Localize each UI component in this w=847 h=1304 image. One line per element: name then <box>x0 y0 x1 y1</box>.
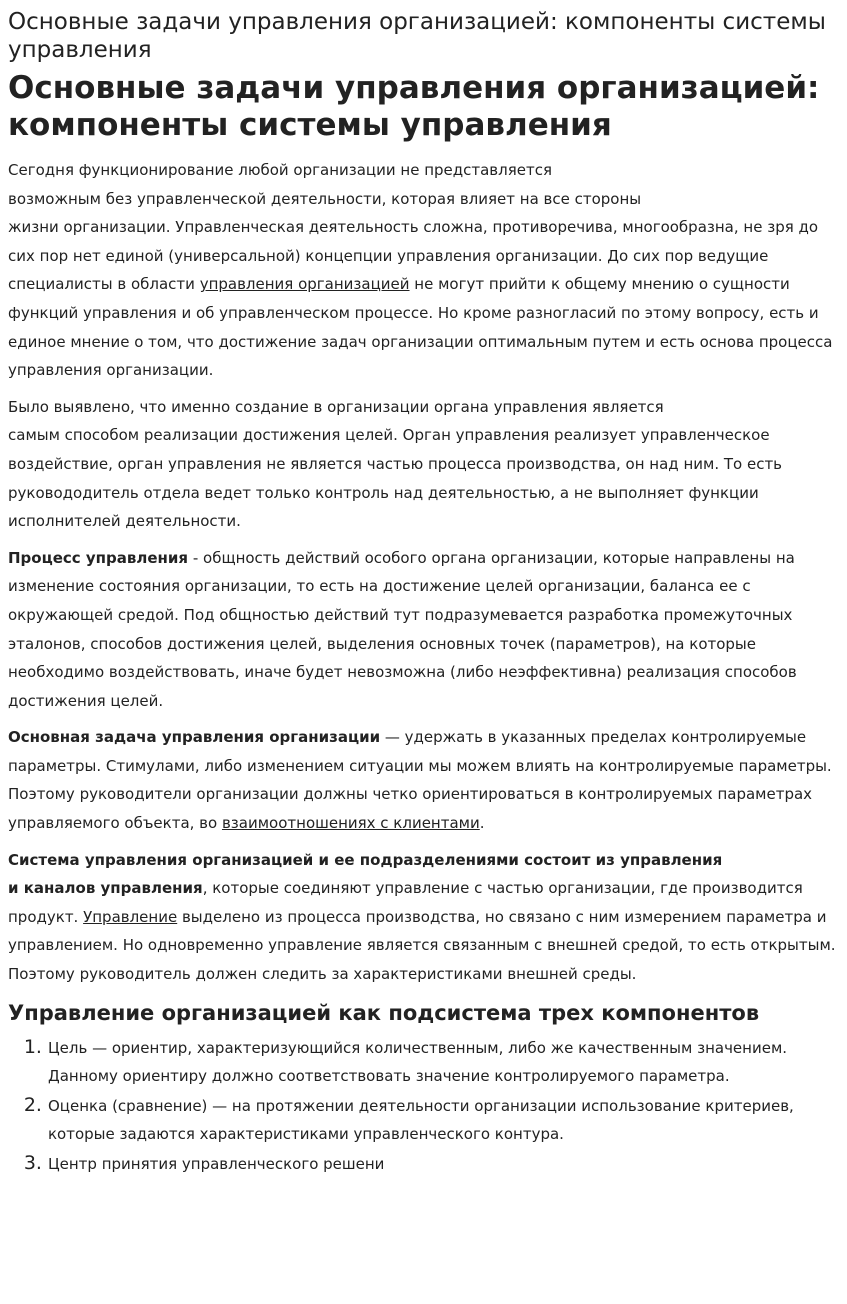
term-system-line-1: Система управления организацией и ее подразделениями состоит из управления <box>8 850 723 869</box>
process-text: - общность действий особого органа организации, которые направлены на изменение состояния организации, то есть на достижение целей организации, баланса ее с окружающей средой. Под общностью действий тут подразумевается разработка промежуточных эталонов, способов достижения целей, выделения основных точек (параметров), на которые необходимо воздействовать, иначе будет невозможна (либо неэффективна) реализация способов достижения целей. <box>8 548 797 710</box>
components-list <box>8 1033 839 1179</box>
page-title: Основные задачи управления организацией: компоненты системы управления <box>8 9 826 63</box>
list-item: 1. Цель — ориентир, характеризующийся количественным, либо же качественным значением. Данному ориентиру должно соответствовать значение контролируемого параметра. <box>48 1033 839 1091</box>
paragraph-management-body <box>8 393 839 536</box>
main-task-end: . <box>479 814 485 833</box>
paragraph-intro <box>8 156 839 385</box>
paragraph-management-system <box>8 846 839 989</box>
intro-text-a: жизни организации. Управленческая деятельность сложна, противоречива, многообразна, не зря до сих пор нет единой (универсальной) концепции управления организации. До сих пор ведущие специалисты в области <box>8 218 819 294</box>
article-heading: Основные задачи управления организацией: компоненты системы управления <box>8 70 820 143</box>
link-management-organization[interactable]: управления организацией <box>199 275 410 294</box>
list-item: 3. Центр принятия управленческого решени <box>48 1149 839 1179</box>
intro-line-1: Сегодня функционирование любой организации не представляется <box>8 161 552 179</box>
intro-text-b: не могут прийти к общему мнению о сущности функций управления и об управленческом процессе. Но кроме разногласий по этому вопросу, есть и единое мнение о том, что достижение задач организации оптимальным путем и есть основа процесса управления организации. <box>8 275 833 380</box>
paragraph-main-task <box>8 723 839 837</box>
term-system-line-2: и каналов управления <box>8 879 203 898</box>
section-heading: Управление организацией как подсистема трех компонентов <box>8 1000 760 1025</box>
body-text: самым способом реализации достижения целей. Орган управления реализует управленческое воздействие, орган управления не является частью процесса производства, он над ним. То есть руковододитель отдела ведет только контроль над деятельностью, а не выполняет функции исполнителей деятельности. <box>8 426 783 531</box>
term-main-task: Основная задача управления организации <box>8 728 381 747</box>
list-item: 2. Оценка (сравнение) — на протяжении деятельности организации использование критериев, которые задаются характеристиками управленческого контура. <box>48 1091 839 1149</box>
body-line-1: Было выявлено, что именно создание в организации органа управления является <box>8 397 664 416</box>
system-text-b: выделено из процесса производства, но связано с ним измерением параметра и управлением. Но одновременно управление является связанным с внешней средой, то есть открытым. Поэтому руководитель должен следить за характеристиками внешней среды. <box>8 907 836 984</box>
main-task-text: — удержать в указанных пределах контролируемые параметры. Стимулами, либо изменением ситуации мы можем влиять на контролируемые параметры. Поэтому руководители организации должны четко ориентироваться в контролируемых параметрах управляемого объекта, во <box>8 728 832 833</box>
system-text-a: , которые соединяют управление с частью организации, где производится продукт. <box>8 879 803 926</box>
paragraph-management-process <box>8 544 839 716</box>
intro-line-2: возможным без управленческой деятельности, которая влияет на все стороны <box>8 189 642 208</box>
link-management[interactable]: Управление <box>83 907 178 926</box>
term-management-process: Процесс управления <box>8 548 189 567</box>
link-client-relations[interactable]: взаимоотношениях с клиентами <box>221 814 480 833</box>
